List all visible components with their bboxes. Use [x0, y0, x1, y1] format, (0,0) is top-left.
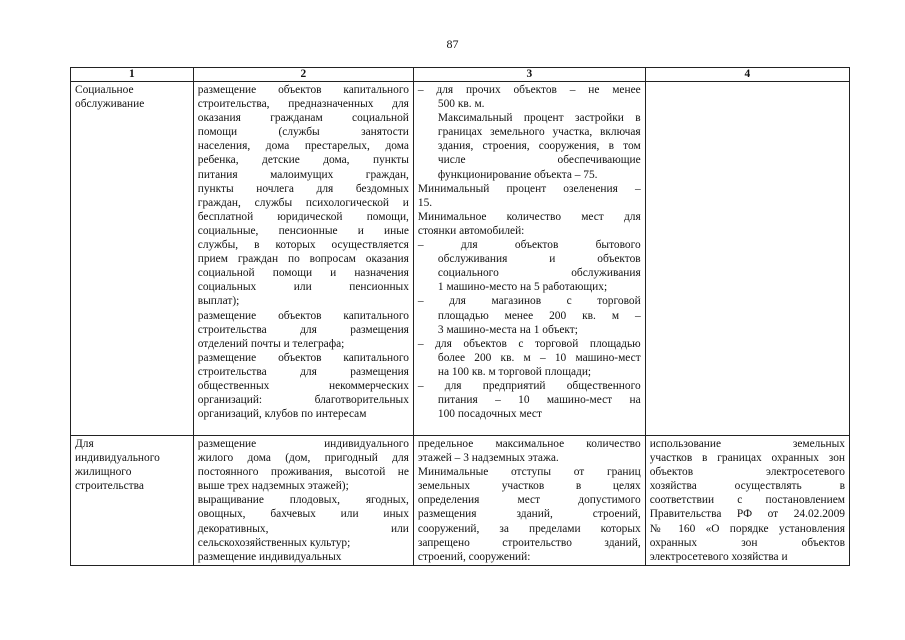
text-line: организаций, клубов по интересам: [197, 408, 367, 421]
text-line: строительства для размещения: [197, 323, 409, 336]
cell-restrictions: [645, 82, 849, 436]
text-line: выплат);: [197, 295, 240, 308]
text-line: охранных зон объектов: [649, 536, 845, 549]
text-line: овощных, бахчевых или иных: [197, 508, 409, 521]
text-line: жилищного: [75, 466, 132, 479]
text-line: размещение объектов капитального: [197, 84, 409, 96]
text-line: 100 посадочных мест: [437, 408, 542, 421]
text-line: Социальное: [75, 84, 134, 96]
text-line: размещение индивидуального: [197, 438, 409, 450]
text-line: на 100 кв. м торговой площади;: [437, 365, 592, 378]
text-line: общественных некоммерческих: [197, 379, 409, 392]
text-line: Минимальные отступы от границ: [417, 466, 641, 479]
text-line: сооружений, за пределами которых: [417, 522, 641, 535]
text-line: бесплатной юридической помощи,: [197, 210, 409, 223]
table-row: [71, 82, 850, 436]
column-header-1: 1: [71, 68, 194, 82]
text-line: населения, дома престарелых, дома: [197, 140, 409, 153]
cell-land-use-type: [71, 82, 194, 436]
text-line: более 200 кв. м – 10 машино-мест: [437, 351, 641, 364]
cell-restrictions: [645, 436, 849, 566]
text-line: отделений почты и телеграфа;: [197, 337, 345, 350]
column-header-4: 4: [645, 68, 849, 82]
page-number: 87: [446, 37, 459, 51]
text-line: размещение индивидуальных: [197, 550, 342, 563]
cell-parameters: [413, 436, 645, 566]
text-line: помощи (службы занятости: [197, 126, 409, 139]
text-line: 500 кв. м.: [437, 98, 485, 111]
text-line: – для объектов с торговой площадью: [417, 337, 641, 350]
text-line: ребенка, детские дома, пункты: [197, 154, 409, 167]
text-line: строительства, предназначенных для: [197, 98, 409, 111]
text-line: социальных или пенсионных: [197, 281, 409, 294]
text-line: стоянки автомобилей:: [417, 224, 525, 237]
text-line: здания, строения, сооружения, в том: [437, 140, 641, 153]
text-line: обслуживания и объектов: [437, 253, 641, 266]
land-use-table: [70, 67, 850, 566]
text-line: определения мест допустимого: [417, 494, 641, 507]
text-line: прием граждан по вопросам оказания: [197, 253, 409, 266]
cell-parameters: [413, 82, 645, 436]
column-header-3: 3: [413, 68, 645, 82]
text-line: Максимальный процент застройки в: [437, 112, 641, 125]
text-line: питания – 10 машино-мест на: [437, 394, 641, 407]
text-line: электросетевого хозяйства и: [649, 550, 788, 563]
text-line: соответствии с постановлением: [649, 494, 845, 507]
text-line: Минимальный процент озеленения –: [417, 182, 641, 195]
text-line: хозяйства осуществлять в: [649, 480, 845, 493]
text-line: границах земельного участка, включая: [437, 126, 641, 139]
text-line: питания малоимущих граждан,: [197, 168, 409, 181]
text-line: Минимальное количество мест для: [417, 210, 641, 223]
text-line: пункты ночлега для бездомных: [197, 182, 409, 195]
text-line: выше трех надземных этажей);: [197, 480, 349, 493]
text-line: социальные, пенсионные и иные: [197, 224, 409, 237]
text-line: 15.: [417, 196, 433, 209]
text-line: строительства: [75, 480, 144, 493]
cell-permitted-use: [193, 436, 413, 566]
text-line: площадью менее 200 кв. м –: [437, 309, 641, 322]
text-line: строений, сооружений:: [417, 550, 531, 563]
text-line: № 160 «О порядке установления: [649, 522, 845, 535]
text-line: участков в границах охранных зон: [649, 452, 845, 465]
cell-land-use-type: [71, 436, 194, 566]
text-line: Правительства РФ от 24.02.2009: [649, 508, 845, 521]
text-line: – для магазинов с торговой: [417, 295, 641, 308]
text-line: жилого дома (дом, пригодный для: [197, 452, 409, 465]
table-header-row: [71, 68, 850, 82]
text-line: 1 машино-место на 5 работающих;: [437, 281, 608, 294]
text-line: строительства для размещения: [197, 365, 409, 378]
text-line: этажей – 3 надземных этажа.: [417, 452, 559, 465]
text-line: предельное максимальное количество: [417, 438, 641, 450]
text-line: – для прочих объектов – не менее: [417, 84, 641, 96]
text-line: числе обеспечивающие: [437, 154, 641, 167]
text-line: декоративных, или: [197, 522, 409, 535]
text-line: земельных участков в целях: [417, 480, 641, 493]
column-header-2: 2: [193, 68, 413, 82]
text-line: обслуживание: [75, 98, 145, 111]
cell-permitted-use: [193, 82, 413, 436]
text-line: социального обслуживания: [437, 267, 641, 280]
text-line: размещение объектов капитального: [197, 309, 409, 322]
text-line: выращивание плодовых, ягодных,: [197, 494, 409, 507]
text-line: запрещено строительство зданий,: [417, 536, 641, 549]
text-line: – для объектов бытового: [417, 239, 641, 252]
text-line: организаций: благотворительных: [197, 394, 409, 407]
text-line: Для: [75, 438, 94, 450]
text-line: размещения зданий, строений,: [417, 508, 641, 521]
text-line: размещение объектов капитального: [197, 351, 409, 364]
text-line: социальной помощи и назначения: [197, 267, 409, 280]
text-line: использование земельных: [649, 438, 845, 450]
text-line: службы, в которых осуществляется: [197, 239, 409, 252]
text-line: индивидуального: [75, 452, 160, 465]
text-line: сельскохозяйственных культур;: [197, 536, 351, 549]
text-line: оказания гражданам социальной: [197, 112, 409, 125]
text-line: объектов электросетевого: [649, 466, 845, 479]
table-row: [71, 436, 850, 566]
text-line: постоянного проживания, высотой не: [197, 466, 409, 479]
text-line: функционирование объекта – 75.: [437, 168, 598, 181]
text-line: – для предприятий общественного: [417, 379, 641, 392]
text-line: 3 машино-места на 1 объект;: [437, 323, 578, 336]
text-line: граждан, службы психологической и: [197, 196, 409, 209]
